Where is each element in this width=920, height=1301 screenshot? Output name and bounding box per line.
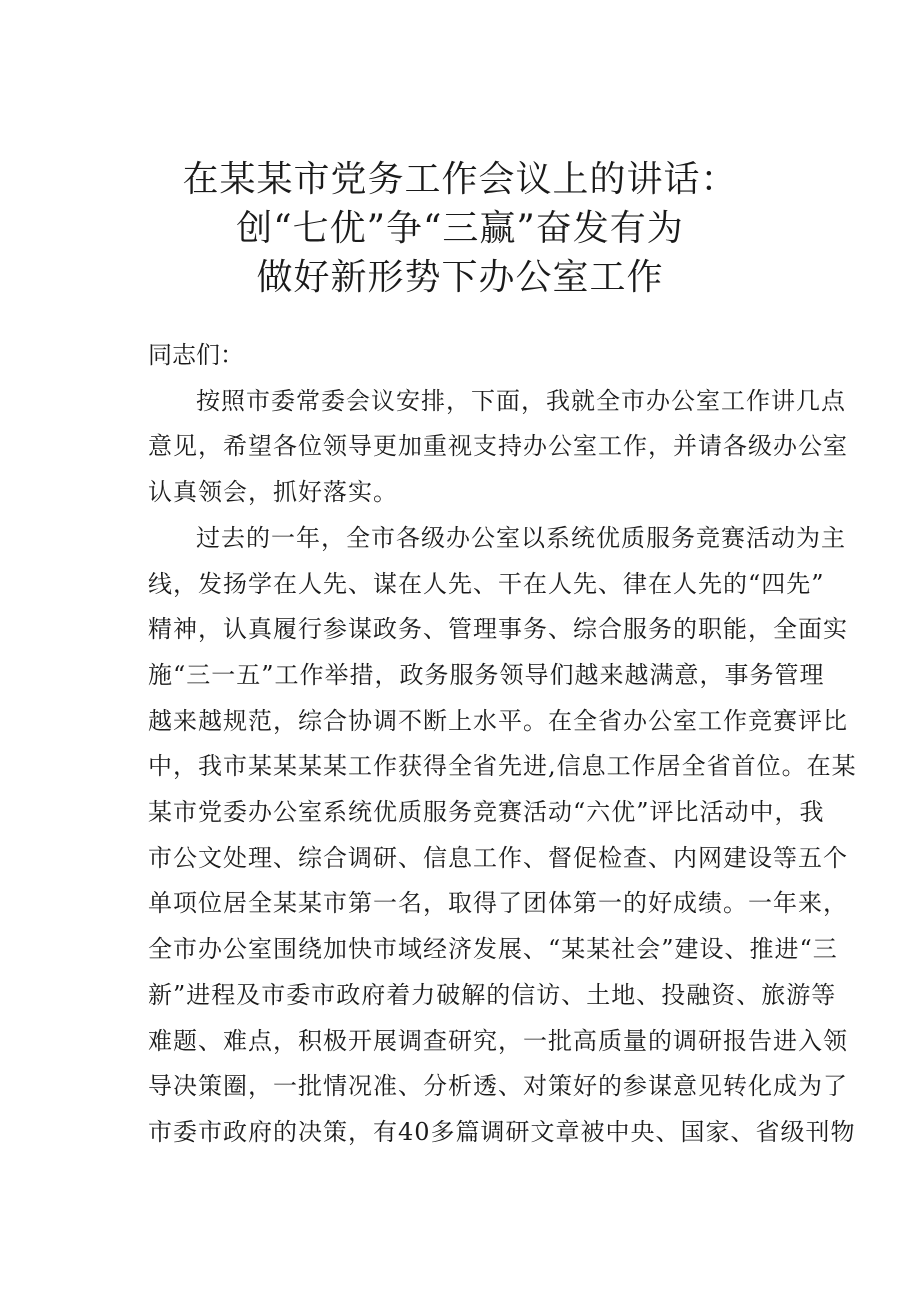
paragraph-line: 精神，认真履行参谋政务、管理事务、综合服务的职能，全面实	[148, 615, 848, 644]
paragraph-line: 市公文处理、综合调研、信息工作、督促检查、内网建设等五个	[148, 843, 848, 872]
paragraph-1	[148, 379, 848, 516]
paragraph-line: 单项位居全某某市第一名，取得了团体第一的好成绩。一年来，	[148, 889, 848, 918]
paragraph-line: 某市党委办公室系统优质服务竞赛活动“六优”评比活动中，我	[148, 798, 825, 827]
title-line-2: 创“七优”争“三赢”奋发有为	[236, 208, 684, 249]
paragraph-line: 全市办公室围绕加快市域经济发展、“某某社会”建设、推进“三	[148, 935, 838, 964]
salutation: 同志们：	[148, 341, 244, 369]
title-line-3: 做好新形势下办公室工作	[256, 257, 664, 298]
paragraph-line: 按照市委常委会议安排，下面，我就全市办公室工作讲几点	[196, 386, 846, 415]
paragraph-line: 线，发扬学在人先、谋在人先、干在人先、律在人先的“四先”	[148, 569, 825, 598]
paragraph-line: 认真领会，抓好落实。	[148, 478, 398, 507]
paragraph-line: 施“三一五”工作举措，政务服务领导们越来越满意，事务管理	[148, 660, 825, 689]
paragraph-line: 难题、难点，积极开展调查研究，一批高质量的调研报告进入领	[148, 1026, 848, 1055]
paragraph-line: 过去的一年，全市各级办公室以系统优质服务竞赛活动为主	[196, 523, 846, 552]
paragraph-line: 意见，希望各位领导更加重视支持办公室工作，并请各级办公室	[148, 432, 848, 461]
title-line-1: 在某某市党务工作会议上的讲话：	[182, 159, 738, 200]
paragraph-line: 导决策圈，一批情况准、分析透、对策好的参谋意见转化成为了	[148, 1072, 848, 1101]
paragraph-line: 市委市政府的决策，有40多篇调研文章被中央、国家、省级刊物	[148, 1117, 856, 1146]
document-body	[148, 333, 857, 1156]
paragraph-2	[148, 516, 857, 1156]
paragraph-line: 越来越规范，综合协调不断上水平。在全省办公室工作竞赛评比	[148, 706, 848, 735]
paragraph-line: 新”进程及市委市政府着力破解的信访、土地、投融资、旅游等	[148, 980, 837, 1009]
document-title	[100, 155, 820, 302]
paragraph-line: 中，我市某某某某工作获得全省先进,信息工作居全省首位。在某	[148, 752, 857, 781]
